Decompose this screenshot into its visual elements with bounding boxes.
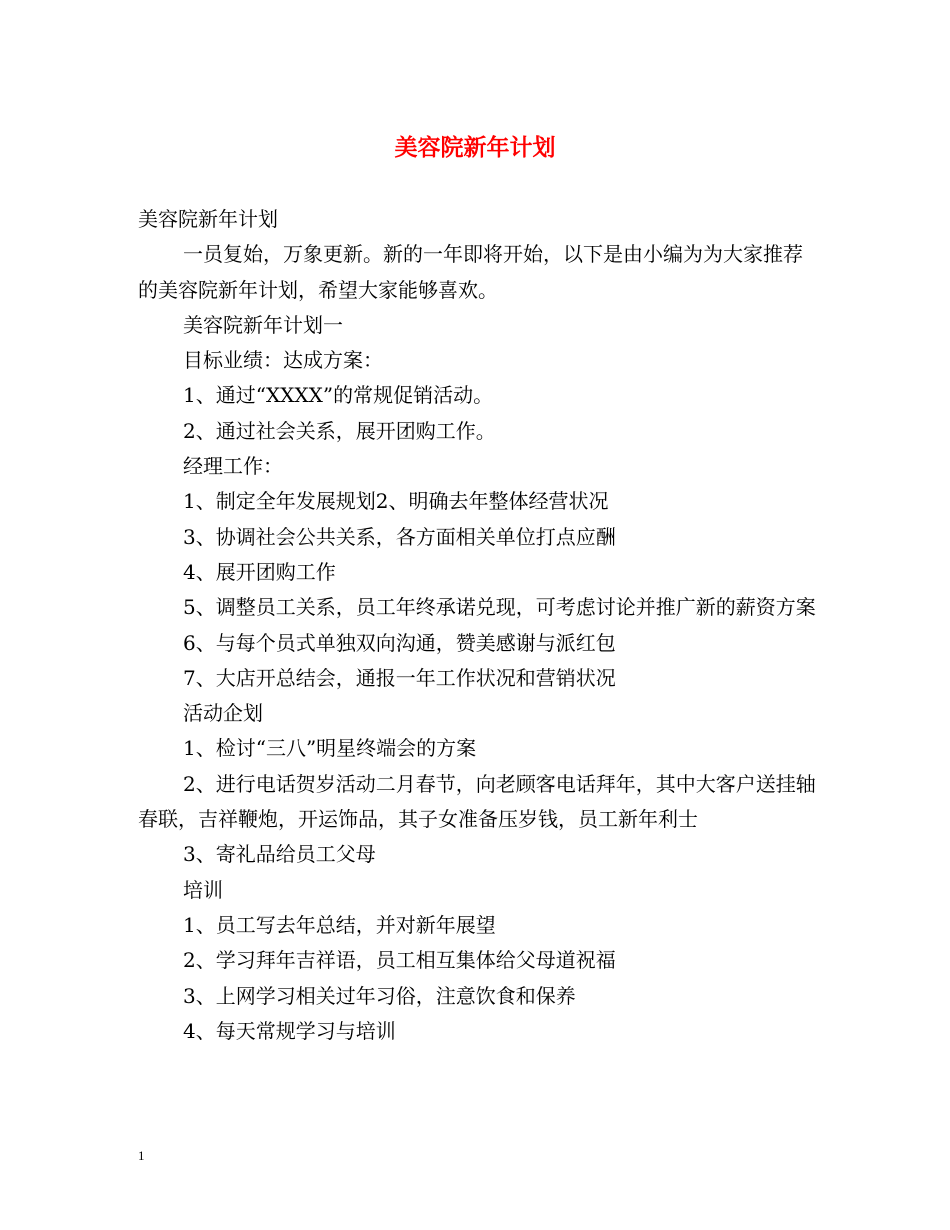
section-heading: 美容院新年计划一: [183, 312, 343, 337]
paragraph: 目标业绩：达成方案：: [183, 348, 383, 373]
document-body: [138, 202, 818, 1049]
list-item: 3、寄礼品给员工父母: [183, 842, 376, 867]
list-item: 4、展开团购工作: [183, 559, 336, 584]
list-item: 2、学习拜年吉祥语，员工相互集体给父母道祝福: [183, 948, 616, 973]
page-number: 1: [138, 1148, 145, 1163]
list-item: 6、与每个员式单独双向沟通，赞美感谢与派红包: [183, 630, 616, 655]
list-item: 1、制定全年发展规划2、明确去年整体经营状况: [183, 489, 609, 514]
list-item: 2、进行电话贺岁活动二月春节，向老顾客电话拜年，其中大客户送挂轴春联，吉祥鞭炮，开运饰品，其子女准备压岁钱，员工新年利士: [138, 771, 816, 832]
paragraph: 一员复始，万象更新。新的一年即将开始，以下是由小编为为大家推荐的美容院新年计划，希望大家能够喜欢。: [138, 242, 803, 302]
list-item: 3、协调社会公共关系，各方面相关单位打点应酬: [183, 524, 616, 549]
page-title: 美容院新年计划: [394, 134, 556, 161]
list-item: 1、员工写去年总结，并对新年展望: [183, 912, 496, 937]
section-heading: 经理工作：: [183, 454, 283, 479]
section-heading: 活动企划: [183, 701, 263, 726]
list-item: 7、大店开总结会，通报一年工作状况和营销状况: [183, 665, 616, 690]
section-heading: 培训: [183, 877, 223, 902]
paragraph: 美容院新年计划: [138, 207, 278, 231]
list-item: 1、通过“XXXX”的常规促销活动。: [183, 383, 494, 408]
list-item: 2、通过社会关系，展开团购工作。: [183, 418, 496, 443]
list-item: 5、调整员工关系，员工年终承诺兑现，可考虑讨论并推广新的薪资方案: [183, 595, 816, 620]
list-item: 3、上网学习相关过年习俗，注意饮食和保养: [183, 983, 576, 1008]
list-item: 4、每天常规学习与培训: [183, 1018, 396, 1043]
list-item: 1、检讨“三八”明星终端会的方案: [183, 736, 477, 761]
